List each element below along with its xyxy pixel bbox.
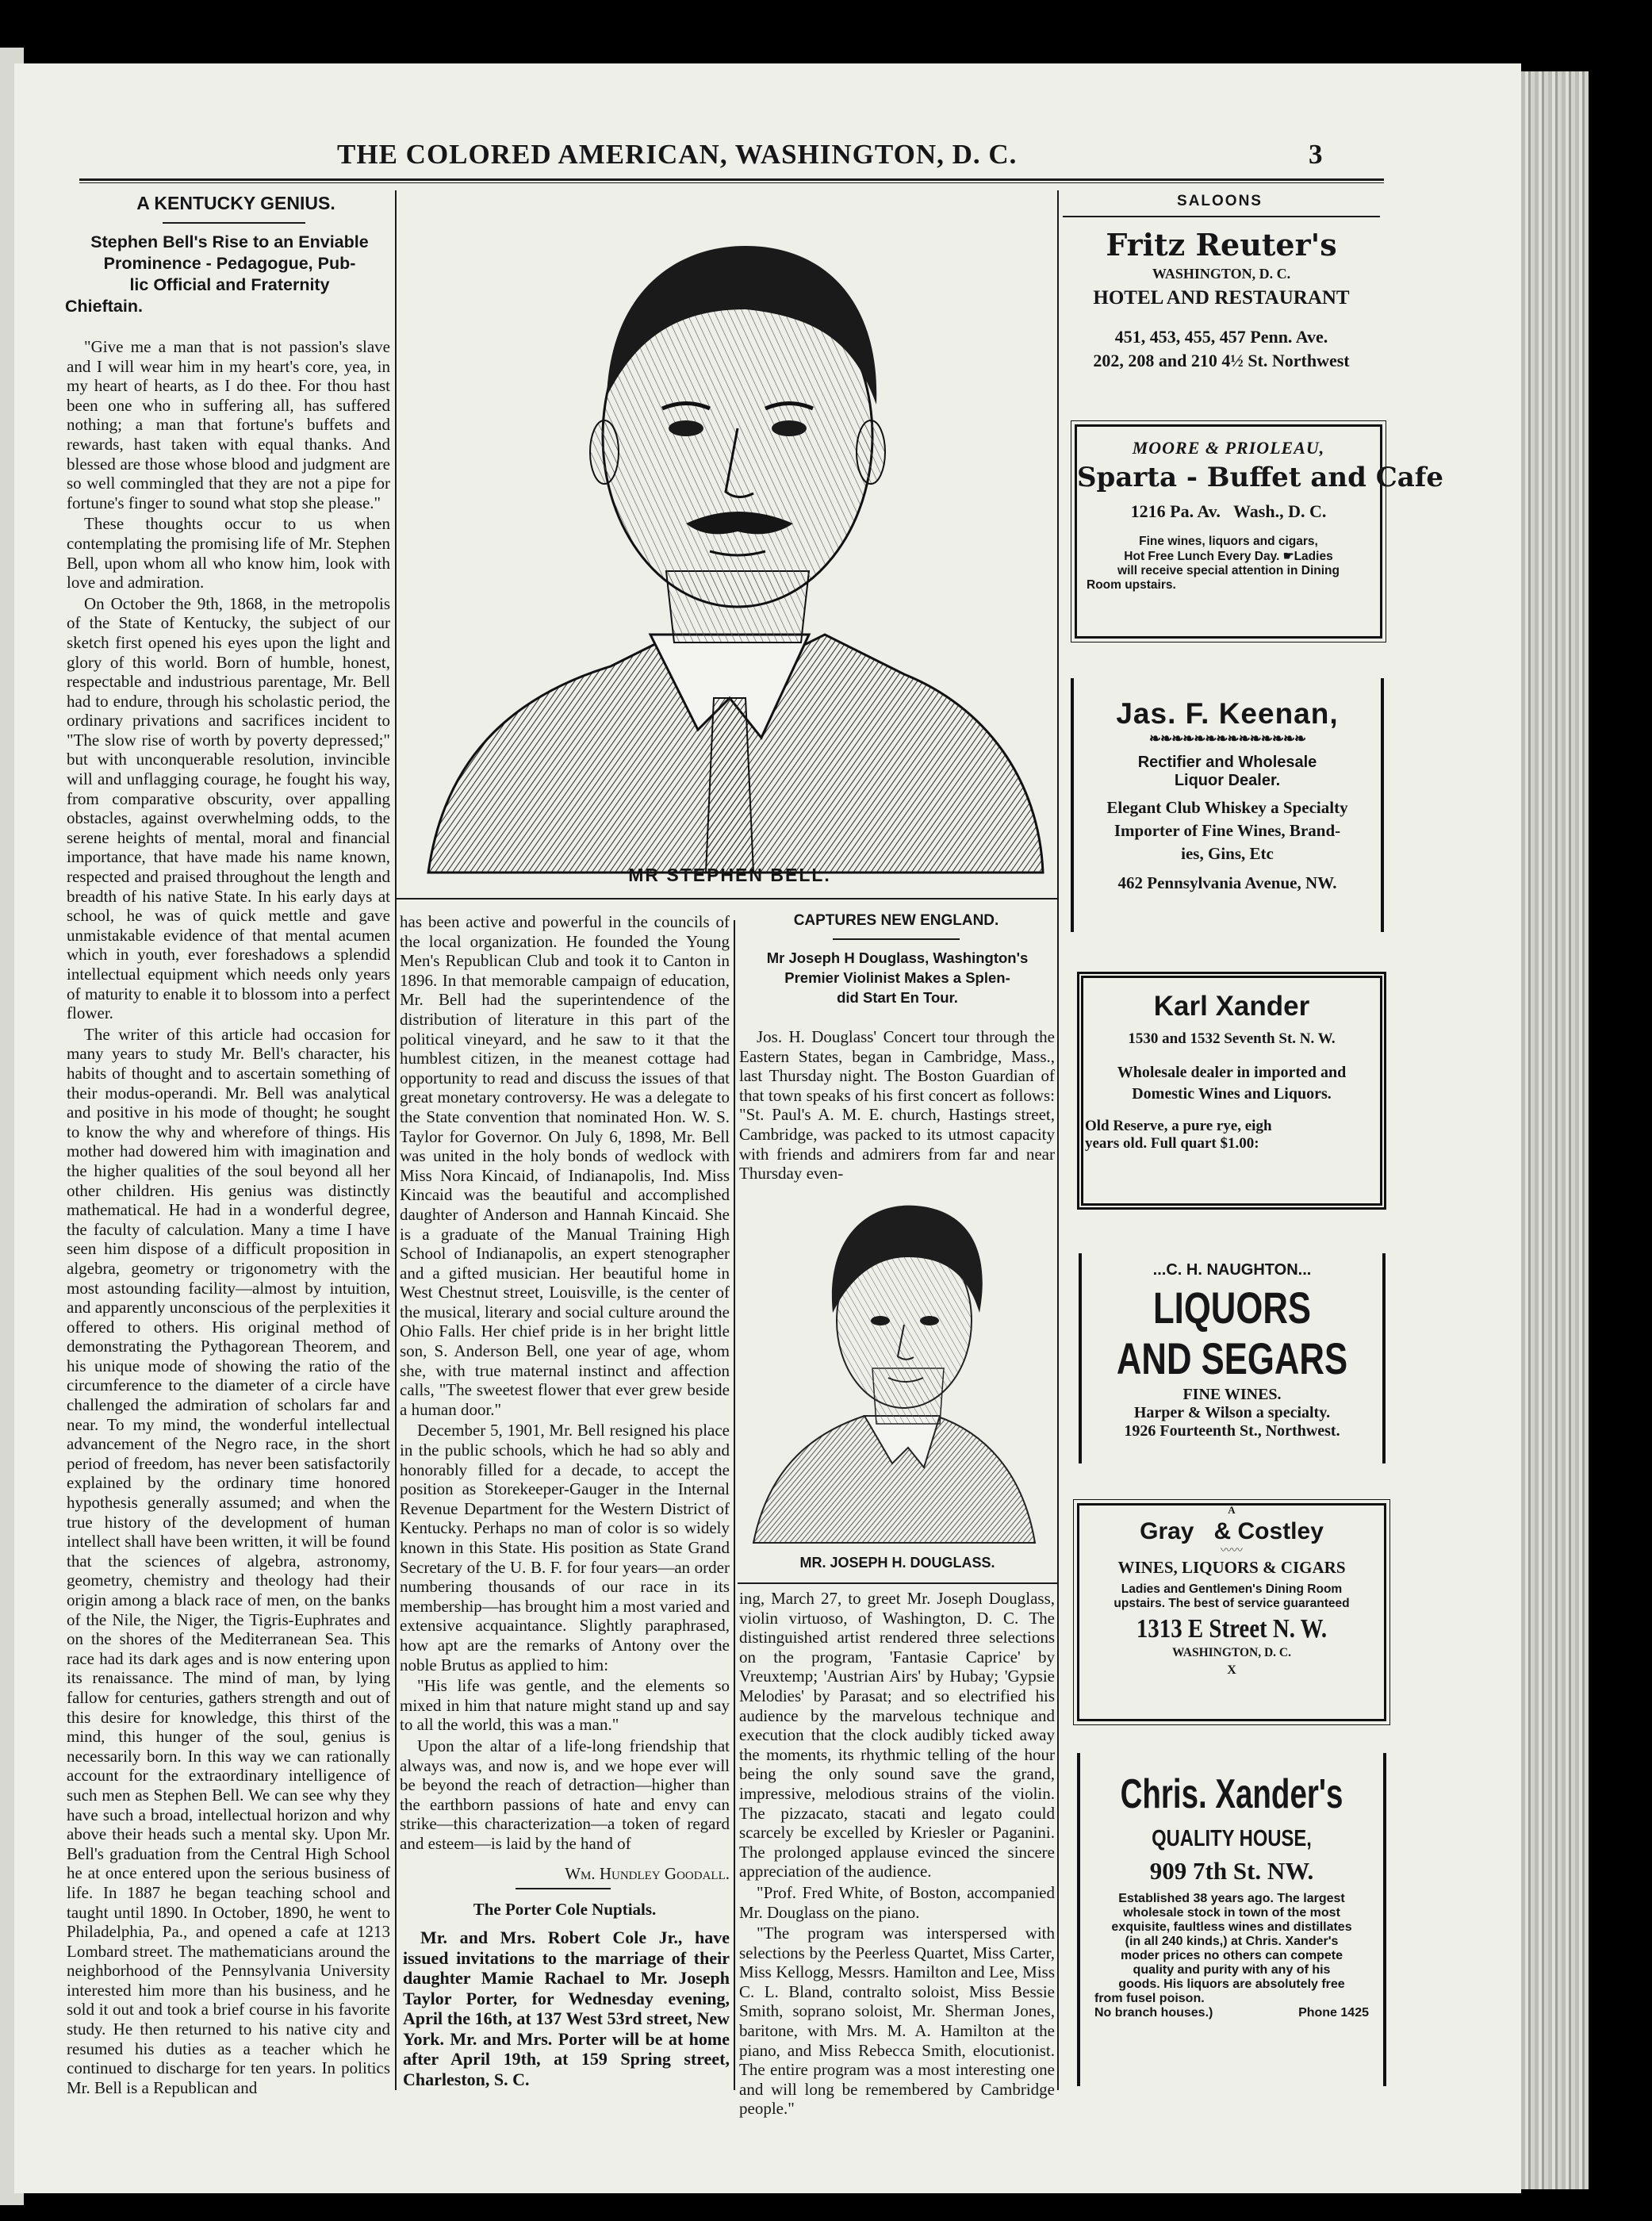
signature: Wm. Hundley Goodall.: [565, 1864, 730, 1883]
douglass-headline-rule: [833, 938, 960, 940]
karl-xander-line-1: Wholesale dealer in imported and: [1117, 1064, 1347, 1081]
douglass-deck: [738, 948, 1057, 1007]
gray-address: 1313 E Street N. W.: [1136, 1614, 1328, 1644]
paragraph: December 5, 1901, Mr. Bell resigned his place in the public schools, which he had so ably and honorably filled for a decade, to accept the position as Storekeeper-Gauger in the Internal Revenue Department for the Western District of Kentucky. Perhaps no man of color is so widely known in this State. His position as State Grand Secretary of the U. B. F. for four years—an order numbering thousands of our race in its membership—has brought him a most varied and extensive acquaintance. Slightly paraphrased, how apt are the remarks of Antony over the noble Brutus as applied to him:: [400, 1421, 730, 1674]
reuter-name: Fritz Reuter's: [1106, 227, 1337, 263]
chris-xander-text-4: (in all 240 kinds,) at Chris. Xander's: [1125, 1935, 1339, 1948]
fritz-reuter-ad: [1063, 222, 1380, 412]
chris-xander-text-7: goods. His liquors are absolutely free: [1118, 1977, 1345, 1991]
kentucky-headline: A KENTUCKY GENIUS.: [136, 193, 335, 213]
paragraph: Upon the altar of a life-long friendship that always was, and now is, and we hope ever will be beyond the reach of detraction—higher than the earthborn passions of hate and envy can strike—this characterization—a token of regard and esteem—is laid by the hand of: [400, 1736, 730, 1853]
naughton-big-2: AND SEGARS: [1116, 1333, 1348, 1383]
paragraph: The writer of this article had occasion for many years to study Mr. Bell's character, his habits of thought and to ascertain something of their modus-operandi. Mr. Bell was analytical and positive in his mode of thought; he sought to know the why and wherefore of things. His mother had dowered him with imagination and the higher qualities of the soul beyond all her other children. His genius was distinctly mathematical. He had in a wonderful degree, the faculty of calculation. Many a time I have seen him dispose of a difficult proposition in algebra, geometry or trigonometry with the most astounding facility—almost by intuition, and apparently unconscious of the perplexities it offered to others. His original method of demonstrating the Pythagorean Theorem, and his unique mode of showing the ratio of the circumference to the diameter of a circle have challenged the admiration of scholars far and near. To my mind, the wonderful intellectual advancement of the Negro race, in the short period of freedom, has never been satisfactorily explained by the ordinary time honored hypothesis generally assumed; and when the true history of the development of human intellect shall have been written, it will be found that the sciences of algebra, astronomy, geometry, chemistry and theology had their origin among a black race of men, on the banks of the Nile, the Niger, the Tigris-Euphrates and on the shores of the Mediterranean Sea. This race had its dark ages and is now entering upon its renaissance. The mind of man, by lying fallow for centuries, gathers strength and out of this desire for knowledge, this thirst of the mind, this hunger of the soul, genius is necessarily born. In this way we can rationally account for the extraordinary intelligence of such men as Stephen Bell. We can see why they have such a broad, intellectual horizon and why above their heads such a mental sky. Upon Mr. Bell's graduation from the Central High School he at once entered upon the serious business of life. In 1887 he began teaching school and taught until 1890. In October, 1890, he went to Philadelphia, Pa., and opened a cafe at 1213 Lombard street. The mathematicians around the neighborhood of the Pennsylvania University interested him more than his business, and he sold it out and took a brief course in his favorite study. He then returned to his native city and resumed his duties as a teacher which he continued to discharge for ten years. In politics Mr. Bell is a Republican and: [67, 1024, 390, 2097]
gray-name: [1079, 1518, 1384, 1545]
paragraph: On October the 9th, 1868, in the metropolis of the State of Kentucky, the subject of our sketch first opened his eyes upon the light and glory of this world. Born of humble, honest, respectable and industrious parentage, Mr. Bell had to endure, through his scholastic period, the ordinary privations and sacrifices incident to "The slow rise of worth by poverty depressed;" but with unconquerable resolution, invincible will and unflagging courage, he fought his way, from comparative obscurity, over appalling obstacles, against overwhelming odds, to the serene heights of mental, moral and financial importance, that have made his name known, respected and praised throughout the length and breadth of his native State. In his early days at school, he was of quick mettle and gave unmistakable evidence of that mental acumen which in youth, ever foreshadows a splendid intellectual equipment which needs only years of maturity to enable it to blossom into a perfect flower.: [67, 593, 390, 1023]
masthead-rule-thin: [79, 182, 1384, 183]
deck-line-3: lic Official and Fraternity: [129, 275, 330, 294]
keenan-line-4: Importer of Fine Wines, Brand-: [1113, 821, 1341, 840]
keenan-line-1: Rectifier and Wholesale: [1137, 754, 1317, 771]
naughton-name: ...C. H. NAUGHTON...: [1152, 1261, 1312, 1279]
chris-xander-line-1: QUALITY HOUSE,: [1152, 1826, 1312, 1851]
gray-swash-icon: 〰〰: [1221, 1545, 1243, 1557]
gray-costley-ad: [1077, 1503, 1386, 1721]
douglass-caption-rule: [738, 1582, 1057, 1584]
saloons-rule: [1063, 216, 1380, 217]
chris-xander-phone: Phone 1425: [1298, 2006, 1369, 2020]
stephen-bell-caption: MR STEPHEN BELL.: [628, 865, 831, 885]
chris-xander-text-3: exquisite, faultless wines and distillates: [1111, 1920, 1352, 1934]
masthead-rule: [79, 178, 1384, 181]
douglass-text-top: [739, 1027, 1055, 1183]
chris-xander-text-6: quality and purity with any of his: [1133, 1963, 1331, 1977]
reuter-address-2: 202, 208 and 210 4½ St. Northwest: [1093, 351, 1350, 370]
signature-rule: [516, 1888, 611, 1889]
moore-firm: MOORE & PRIOLEAU,: [1132, 438, 1325, 458]
chris-xander-text-2: wholesale stock in town of the most: [1123, 1906, 1340, 1920]
douglass-caption: MR. JOSEPH H. DOUGLASS.: [799, 1555, 995, 1571]
moore-prioleau-ad: [1075, 424, 1444, 639]
masthead-title: THE COLORED AMERICAN, WASHINGTON, D. C.: [337, 139, 1018, 170]
karl-xander-address: 1530 and 1532 Seventh St. N. W.: [1128, 1030, 1336, 1047]
naughton-big-1: LIQUORS: [1153, 1283, 1311, 1333]
gray-name-a: Gray: [1140, 1518, 1194, 1544]
kentucky-column-1: [67, 337, 390, 2097]
naughton-ad: [1079, 1253, 1386, 1463]
stephen-bell-portrait: [412, 190, 1047, 880]
deck-line-1: Mr Joseph H Douglass, Washington's: [766, 949, 1029, 966]
keenan-ad: [1071, 678, 1384, 932]
paragraph: These thoughts occur to us when contemplating the promising life of Mr. Stephen Bell, upon whom all who know him, look with love and admiration.: [67, 514, 390, 593]
keenan-ornament: ❧❧❧❧❧❧❧❧❧❧❧❧❧❧: [1148, 731, 1306, 746]
deck-line-1: Stephen Bell's Rise to an Enviable: [90, 232, 369, 251]
naughton-line-3: 1926 Fourteenth St., Northwest.: [1124, 1422, 1340, 1440]
chris-xander-ad: [1077, 1753, 1386, 2086]
deck-line-4: Chieftain.: [65, 297, 143, 316]
paragraph: "Prof. Fred White, of Boston, accompanied Mr. Douglass on the piano.: [739, 1882, 1055, 1922]
chris-xander-address: 909 7th St. NW.: [1149, 1857, 1314, 1885]
paragraph: ing, March 27, to greet Mr. Joseph Douglass, violin virtuoso, of Washington, D. C. The distinguished artist rendered three selections on the program, 'Fantasie Caprice' by Vreuxtemp; 'Austrian Airs' by Hubay; 'Gypsie Melodies' by Parasat; and so electrified his audience by the marvelous technique and execution that the clock audibly ticked away the moments, its rhythmic telling of the hour being the only sound save the grand, impressive, melodious strains of the violin. The pizzacato, stacati and legato could scarcely be excelled by Kriesler or Paganini. The prolonged applause evinced the sincere appreciation of the audience.: [739, 1589, 1055, 1882]
deck-line-2: Prominence - Pedagogue, Pub-: [103, 254, 356, 273]
moore-address: 1216 Pa. Av. Wash., D. C.: [1130, 501, 1327, 521]
reuter-city: WASHINGTON, D. C.: [1152, 266, 1291, 282]
gray-mark-2: X: [1227, 1663, 1236, 1677]
column-rule-2: [734, 920, 735, 2090]
saloons-heading: SALOONS: [1177, 193, 1263, 209]
chris-xander-text-1: Established 38 years ago. The largest: [1118, 1892, 1345, 1905]
douglass-headline: CAPTURES NEW ENGLAND.: [793, 912, 999, 929]
paragraph: Jos. H. Douglass' Concert tour through the Eastern States, began in Cambridge, Mass., last Thursday night. The Boston Guardian of that town speaks of his first concert as follows: "St. Paul's A. M. E. church, Hastings street, Cambridge, was packed to its utmost capacity with friends and admirers from far and near Thursday even-: [739, 1027, 1055, 1183]
paragraph: "Give me a man that is not passion's slave and I will wear him in my heart's core, yea, in my heart of hearts, as I do thee. For thou hast been one who in suffering all, has suffered nothing; a man that fortune's buffets and rewards, hast taken with equal thanks. And blessed are those whose blood and judgment are so well commingled that they are not a pipe for fortune's finger to sound what stop she please.": [67, 337, 390, 512]
gray-line-1: WINES, LIQUORS & CIGARS: [1117, 1558, 1346, 1577]
gray-line-2: Ladies and Gentlemen's Dining Room: [1121, 1582, 1343, 1596]
karl-xander-line-3: Old Reserve, a pure rye, eigh: [1085, 1118, 1272, 1134]
karl-xander-name: Karl Xander: [1153, 991, 1310, 1022]
chris-xander-name: Chris. Xander's: [1120, 1771, 1343, 1817]
chris-xander-text-9: No branch houses.): [1094, 2006, 1213, 2020]
gray-name-b: & Costley: [1213, 1518, 1324, 1544]
kentucky-column-2: [400, 912, 730, 1888]
keenan-address: 462 Pennsylvania Avenue, NW.: [1117, 873, 1337, 892]
chris-xander-text-8: from fusel poison.: [1094, 1992, 1205, 2005]
gray-mark: A: [1228, 1504, 1236, 1516]
moore-line-4: Room upstairs.: [1087, 578, 1176, 592]
chris-xander-footer: [1080, 2006, 1383, 2020]
paragraph: has been active and powerful in the councils of the local organization. He founded the Young Men's Republican Club and took it to Canton in 1896. In that memorable campaign of education, Mr. Bell had the superintendence of the distribution of literature in this part of the political vineyard, and he saw to it that the humblest citizen, in the meanest cottage had opportunity to read and discuss the issues of that great monetary controversy. He was a delegate to the State convention that nominated Hon. W. S. Taylor for Governor. On July 6, 1898, Mr. Bell was united in the holy bonds of wedlock with Miss Nora Kincaid, of Indianapolis, Ind. Miss Kincaid was the beautiful and accomplished daughter of Anderson and Hannah Kincaid. She is a graduate of the Manual Training High School of Indianapolis, an expert stenographer and a gifted musician. Her beautiful home in West Chestnut street, Louisville, is the center of the musical, literary and social culture around the Ohio Falls. Her chief pride is in her bright little son, S. Anderson Bell, one year of age, whom she, with true maternal instinct and affection calls, "The sweetest flower that ever grew beside a human door.": [400, 912, 730, 1419]
paragraph: "The program was interspersed with selections by the Peerless Quartet, Miss Carter, Miss Kellogg, Messrs. Hamilton and Lee, Miss C. L. Bland, contralto soloist, Miss Bessie Smith, soprano soloist, Mr. Sherman Jones, baritone, with Mrs. M. A. Hamilton at the piano, and Miss Rebecca Smith, elocutionist. The entire program was a most interesting one and will long be remembered by Cambridge people.": [739, 1924, 1055, 2119]
chris-xander-text-5: moder prices no others can compete: [1120, 1949, 1343, 1962]
paragraph: "His life was gentle, and the elements so mixed in him that nature might stand up and say to all the world, this was a man.": [400, 1676, 730, 1735]
column-rule-3: [1057, 190, 1059, 2090]
deck-line-3: did Start En Tour.: [837, 989, 958, 1006]
karl-xander-ad: [1077, 972, 1386, 1210]
cole-text: Mr. and Mrs. Robert Cole Jr., have issued invitations to the marriage of their daughter Mamie Rachael to Mr. Joseph Taylor Porter, for Wednesday evening, April the 16th, at 137 West 53rd street, New York. Mr. and Mrs. Porter will be at home after April 19th, at 159 Spring street, Charleston, S. C.: [403, 1928, 730, 2089]
douglass-text-bottom: [739, 1589, 1055, 2119]
moore-line-3: will receive special attention in Dining: [1117, 564, 1340, 577]
naughton-line-1: FINE WINES.: [1182, 1386, 1282, 1403]
joseph-douglass-portrait: [746, 1194, 1039, 1543]
karl-xander-line-4: years old. Full quart $1.00:: [1085, 1135, 1259, 1152]
book-binding-edge: [1521, 71, 1589, 2189]
page-number: 3: [1309, 139, 1324, 170]
moore-line-1: Fine wines, liquors and cigars,: [1139, 535, 1318, 548]
moore-line-2: Hot Free Lunch Every Day. ☛Ladies: [1124, 550, 1333, 563]
keenan-line-5: ies, Gins, Etc: [1181, 844, 1274, 863]
keenan-name: Jas. F. Keenan,: [1116, 697, 1339, 730]
moore-name: Sparta - Buffet and Cafe: [1077, 462, 1444, 493]
reuter-type: HOTEL AND RESTAURANT: [1093, 287, 1350, 309]
reuter-address-1: 451, 453, 455, 457 Penn. Ave.: [1114, 327, 1328, 347]
headline-rule: [163, 222, 305, 224]
naughton-line-2: Harper & Wilson a specialty.: [1133, 1404, 1331, 1421]
karl-xander-line-2: Domestic Wines and Liquors.: [1132, 1085, 1332, 1103]
deck-line-2: Premier Violinist Makes a Splen-: [784, 969, 1010, 986]
cole-headline: The Porter Cole Nuptials.: [473, 1900, 657, 1919]
gray-city: WASHINGTON, D. C.: [1171, 1646, 1291, 1659]
keenan-line-3: Elegant Club Whiskey a Specialty: [1106, 798, 1348, 817]
keenan-line-2: Liquor Dealer.: [1174, 772, 1281, 789]
portrait-bottom-rule: [397, 898, 1057, 900]
gray-line-3: upstairs. The best of service guaranteed: [1113, 1597, 1350, 1610]
column-rule-1: [395, 190, 397, 2090]
kentucky-deck: [65, 232, 394, 317]
